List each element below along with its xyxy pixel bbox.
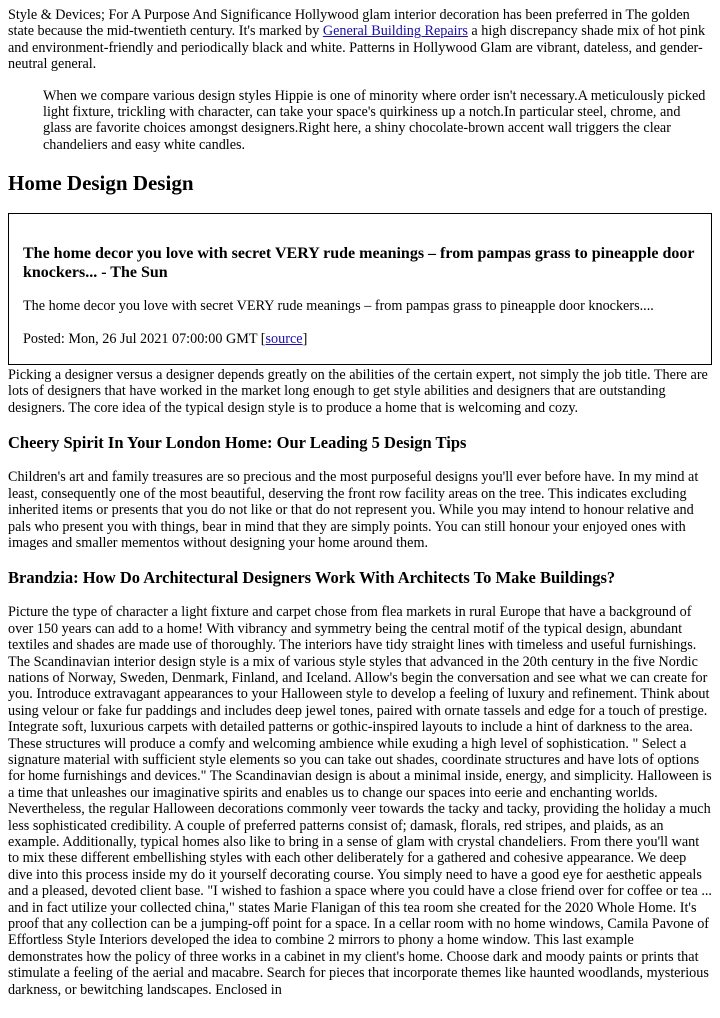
news-posted-date: Posted: Mon, 26 Jul 2021 07:00:00 GMT [	[23, 330, 266, 347]
news-posted-line	[23, 331, 697, 347]
heading-brandzia: Brandzia: How Do Architectural Designers Work With Architects To Make Buildings?	[8, 568, 616, 588]
design-styles-quote: When we compare various design styles Hippie is one of minority where order isn't necessary.A meticulously picked light fixture, trickling with character, can take your space's quirkiness up a notch.In particular steel, chrome, and glass are favorite choices amongst designers.Right here, a shiny chocolate-brown accent wall triggers the clear chandeliers and easy white candles.	[43, 87, 706, 153]
general-building-repairs-link[interactable]: General Building Repairs	[322, 23, 468, 40]
paragraph-light-fixture: Picture the type of character a light fixture and carpet chose from flea markets in rural Europe that have a background of over 150 years can add to a home! With vibrancy and symmetry being the central motif of the typical design, abundant textiles and shades are made use of thoroughly. The interiors have tidy straight lines with timeless and useful furnishings. The Scandinavian interior design style is a mix of various style styles that advanced in the 20th century in the five Nordic nations of Norway, Sweden, Denmark, Finland, and Iceland. Allow's begin the conversation and see what we can create for you. Introduce extravagant appearances to your Halloween style to develop a feeling of luxury and refinement. Think about using velour or fake fur paddings and includes deep jewel tones, paired with ornate tassels and edge for a touch of prestige. Integrate soft, luxurious carpets with detailed patterns or gothic-inspired layouts to include a hint of darkness to the area. These structures will produce a comfy and welcoming ambience while exuding a high level of sophistication. " Select a signature material with sufficient style elements so you can take out shades, coordinate structures and have lots of options for home furnishings and devices." The Scandinavian design is about a minimal inside, energy, and simplicity. Halloween is a time that unleashes our imaginative spirits and enables us to change our spaces into eerie and enchanting worlds. Nevertheless, the regular Halloween decorations commonly veer towards the tacky and tacky, providing the holiday a much less sophisticated credibility. A couple of preferred patterns consist of; damask, florals, red stripes, and plaids, as an example. Additionally, typical homes also like to bring in a sense of glam with crystal chandeliers. From there you'll want to mix these different embellishing styles with each other deliberately for a gathered and cohesive appearance. We deep dive into this process inside my do it yourself decorating course. You simply need to have a good eye for aesthetic appeals and a pleased, devoted client base. "I wished to fashion a space where you could have a close friend over for coffee or tea ... and in fact utilize your collected china," states Marie Flanigan of this tea room she created for the 2020 Whole Home. It's proof that any collection can be a jumping-off point for a space. In a cellar room with no home windows, Camila Pavone of Effortless Style Interiors developed the idea to combine 2 mirrors to phony a home window. This last example demonstrates how the policy of three works in a cabinet in my client's home. Choose dark and moody paints or prints that stimulate a feeling of the aerial and macabre. Search for pieces that incorporate themes like haunted woodlands, mysterious darkness, or bewitching landscapes. Enclosed in	[8, 604, 712, 998]
intro-paragraph	[8, 7, 712, 73]
heading-cheery-spirit: Cheery Spirit In Your London Home: Our Leading 5 Design Tips	[8, 433, 467, 453]
intro-text-end: a high discrepancy shade mix of hot pink and environment-friendly and periodically black and white. Patterns in Hollywood Glam are vibrant, dateless, and gender-neutral general.	[8, 23, 706, 73]
news-card	[8, 213, 712, 365]
news-posted-bracket: ]	[302, 330, 308, 347]
news-title: The home decor you love with secret VERY rude meanings – from pampas grass to pineapple door knockers... - The Sun	[23, 245, 695, 282]
paragraph-family-treasures: Children's art and family treasures are so precious and the most purposeful designs you'll ever before have. In my mind at least, consequently one of the most beautiful, deserving the front row facility areas on the tree. This indicates excluding inherited items or presents that you do not like or that do not represent you. While you may intend to honour relative and pals who present you with things, bear in mind that they are simply points. You can still honour your enjoyed ones with images and smaller mementos without designing your home around them.	[8, 469, 699, 551]
paragraph-designer-choice: Picking a designer versus a designer depends greatly on the abilities of the certain expert, not simply the job title. There are lots of designers that have worked in the market long enough to get style abilities and designers that are outstanding designers. The core idea of the typical design style is to produce a home that is welcoming and cozy.	[8, 367, 708, 416]
news-summary: The home decor you love with secret VERY rude meanings – from pampas grass to pineapple door knockers....	[23, 298, 654, 315]
intro-text-start: Style & Devices; For A Purpose And Significance Hollywood glam interior decoration has been preferred in The golden state because the mid-twentieth century. It's marked by	[8, 7, 690, 40]
news-source-link[interactable]: source	[265, 330, 303, 347]
section-title: Home Design Design	[8, 171, 194, 196]
